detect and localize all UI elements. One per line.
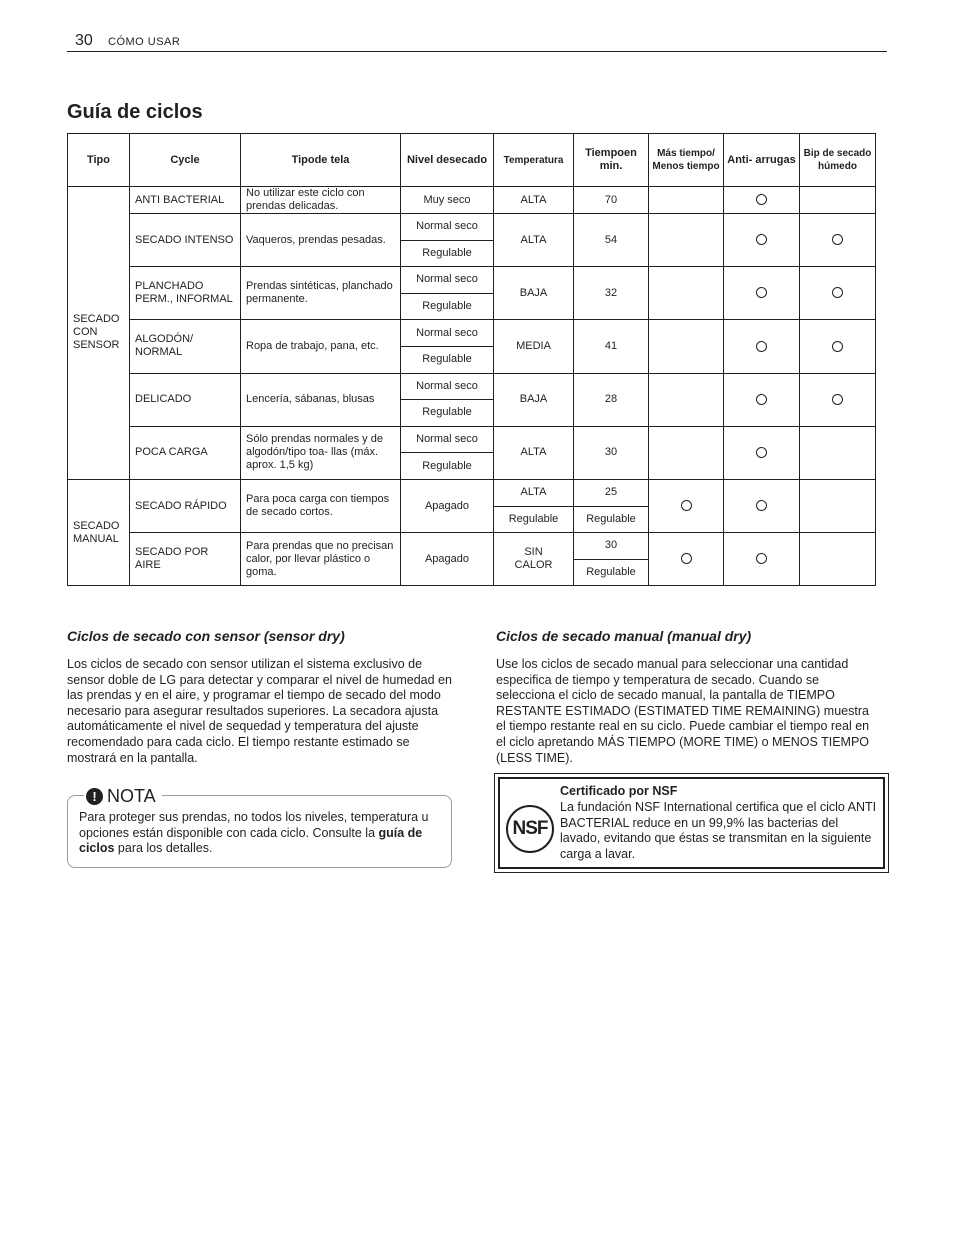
time-minutes: Regulable bbox=[574, 506, 649, 533]
more-less-time-cell bbox=[649, 320, 724, 373]
manual-dry-body: Use los ciclos de secado manual para seleccionar una cantidad especifica de tiempo y temperatura de secado. Cuando se selecciona el ciclo de secado manual, la pantalla de TIEMPO RESTANTE ESTIMADO (ESTIMATED TIME REMAINING) muestra el tiempo restante real en su ciclo. Puede cambiar el tiempo real en el ciclo apretando MÁS TIEMPO (MORE TIME) o MENOS TIEMPO (LESS TIME). bbox=[496, 657, 870, 765]
temperature: MEDIA bbox=[494, 320, 574, 373]
time-minutes: 28 bbox=[574, 373, 649, 426]
note-bold-link: guía de ciclos bbox=[79, 825, 423, 856]
header-tiempo: Tiempoen min. bbox=[574, 134, 649, 187]
cycle-name: DELICADO bbox=[130, 373, 241, 426]
damp-beep-cell bbox=[800, 373, 876, 426]
time-minutes: 30 bbox=[574, 426, 649, 479]
dry-level: Normal seco bbox=[401, 426, 494, 453]
group-manual: SECADO MANUAL bbox=[68, 479, 130, 585]
temperature: ALTA bbox=[494, 426, 574, 479]
page-number: 30 bbox=[75, 32, 93, 49]
time-minutes: 70 bbox=[574, 187, 649, 214]
anti-wrinkle-cell bbox=[724, 267, 800, 320]
more-less-time-cell bbox=[649, 479, 724, 532]
dry-level: Normal seco bbox=[401, 320, 494, 347]
table-row bbox=[68, 533, 876, 560]
header-bip: Bip de secado húmedo bbox=[800, 134, 876, 187]
circle-mark-icon bbox=[681, 500, 692, 511]
note-title: NOTA bbox=[107, 785, 156, 806]
fabric-type: Para prendas que no precisan calor, por llevar plástico o goma. bbox=[241, 533, 401, 586]
cycle-name: POCA CARGA bbox=[130, 426, 241, 479]
more-less-time-cell bbox=[649, 214, 724, 267]
header-cycle: Cycle bbox=[130, 134, 241, 187]
group-sensor: SECADO CON SENSOR bbox=[68, 187, 130, 480]
circle-mark-icon bbox=[756, 500, 767, 511]
anti-wrinkle-cell bbox=[724, 426, 800, 479]
more-less-time-cell bbox=[649, 373, 724, 426]
temperature: ALTA bbox=[494, 187, 574, 214]
dry-level: Regulable bbox=[401, 400, 494, 427]
dry-level: Regulable bbox=[401, 453, 494, 480]
dry-level: Normal seco bbox=[401, 267, 494, 294]
temperature: BAJA bbox=[494, 373, 574, 426]
nsf-logo-icon: NSF bbox=[506, 805, 554, 853]
temperature: Regulable bbox=[494, 506, 574, 533]
cycle-name: SECADO INTENSO bbox=[130, 214, 241, 267]
more-less-time-cell bbox=[649, 267, 724, 320]
header-anti-arrugas: Anti- arrugas bbox=[724, 134, 800, 187]
damp-beep-cell bbox=[800, 426, 876, 479]
time-minutes: 25 bbox=[574, 479, 649, 506]
anti-wrinkle-cell bbox=[724, 533, 800, 586]
circle-mark-icon bbox=[756, 394, 767, 405]
fabric-type: Ropa de trabajo, pana, etc. bbox=[241, 320, 401, 373]
dry-level: Normal seco bbox=[401, 214, 494, 241]
anti-wrinkle-cell bbox=[724, 320, 800, 373]
nsf-title: Certificado por NSF bbox=[560, 784, 678, 798]
cycle-name: SECADO POR AIRE bbox=[130, 533, 241, 586]
circle-mark-icon bbox=[756, 194, 767, 205]
anti-wrinkle-cell bbox=[724, 479, 800, 532]
section-name: CÓMO USAR bbox=[108, 36, 181, 48]
damp-beep-cell bbox=[800, 320, 876, 373]
nsf-certification-box bbox=[494, 773, 889, 873]
time-minutes: 32 bbox=[574, 267, 649, 320]
cycle-name: PLANCHADO PERM., INFORMAL bbox=[130, 267, 241, 320]
exclamation-icon: ! bbox=[86, 788, 103, 805]
dry-level: Apagado bbox=[401, 479, 494, 532]
header-tipo: Tipo bbox=[68, 134, 130, 187]
fabric-type: Lencería, sábanas, blusas bbox=[241, 373, 401, 426]
manual-dry-heading: Ciclos de secado manual (manual dry) bbox=[496, 628, 752, 644]
page-header bbox=[67, 30, 887, 52]
table-row bbox=[68, 426, 876, 453]
cycle-name: SECADO RÁPIDO bbox=[130, 479, 241, 532]
sensor-dry-heading: Ciclos de secado con sensor (sensor dry) bbox=[67, 628, 345, 644]
dry-level: Regulable bbox=[401, 293, 494, 320]
page-title: Guía de ciclos bbox=[67, 101, 203, 123]
table-row bbox=[68, 320, 876, 347]
fabric-type: Sólo prendas normales y de algodón/tipo toa- llas (máx. aprox. 1,5 kg) bbox=[241, 426, 401, 479]
header-tela: Tipode tela bbox=[241, 134, 401, 187]
nsf-inner-frame bbox=[498, 777, 885, 869]
cycle-name: ALGODÓN/ NORMAL bbox=[130, 320, 241, 373]
fabric-type: No utilizar este ciclo con prendas delicadas. bbox=[241, 187, 401, 214]
nsf-body: La fundación NSF International certifica que el ciclo ANTI BACTERIAL reduce en un 99,9% las bacterias del lavado, evitando que éstas se transmitan en la siguiente carga a lavar. bbox=[560, 800, 877, 861]
table-row bbox=[68, 373, 876, 400]
dry-level: Regulable bbox=[401, 346, 494, 373]
note-text: Para proteger sus prendas, no todos los niveles, temperatura u opciones están disponible con cada ciclo. Consulte la bbox=[79, 810, 429, 840]
header-temperatura: Temperatura bbox=[494, 134, 574, 187]
table-row bbox=[68, 479, 876, 506]
sensor-dry-body: Los ciclos de secado con sensor utilizan el sistema exclusivo de sensor doble de LG para detectar y comparar el nivel de humedad en las prendas y en el aire, y programar el tiempo de secado del modo necesario para asegurar resultados superiores. La secadora ajusta automáticamente el nivel de sequedad y temperatura del ajuste recomendado para cada ciclo. El tiempo restante estimado se mostrará en la pantalla. bbox=[67, 657, 452, 765]
damp-beep-cell bbox=[800, 267, 876, 320]
note-box bbox=[67, 785, 452, 868]
anti-wrinkle-cell bbox=[724, 373, 800, 426]
cycle-guide-table bbox=[67, 133, 876, 586]
table-row bbox=[68, 214, 876, 241]
more-less-time-cell bbox=[649, 533, 724, 586]
time-minutes: 54 bbox=[574, 214, 649, 267]
circle-mark-icon bbox=[756, 553, 767, 564]
damp-beep-cell bbox=[800, 479, 876, 532]
note-label bbox=[84, 785, 162, 807]
circle-mark-icon bbox=[756, 341, 767, 352]
circle-mark-icon bbox=[756, 287, 767, 298]
header-nivel: Nivel desecado bbox=[401, 134, 494, 187]
damp-beep-cell bbox=[800, 214, 876, 267]
note-text-end: para los detalles. bbox=[114, 841, 213, 856]
circle-mark-icon bbox=[832, 287, 843, 298]
circle-mark-icon bbox=[756, 234, 767, 245]
circle-mark-icon bbox=[832, 234, 843, 245]
anti-wrinkle-cell bbox=[724, 214, 800, 267]
cycle-name: ANTI BACTERIAL bbox=[130, 187, 241, 214]
temperature: ALTA bbox=[494, 479, 574, 506]
temperature: ALTA bbox=[494, 214, 574, 267]
more-less-time-cell bbox=[649, 187, 724, 214]
anti-wrinkle-cell bbox=[724, 187, 800, 214]
table-header-row bbox=[68, 134, 876, 187]
fabric-type: Para poca carga con tiempos de secado cortos. bbox=[241, 479, 401, 532]
note-body bbox=[79, 810, 445, 857]
fabric-type: Vaqueros, prendas pesadas. bbox=[241, 214, 401, 267]
table-row bbox=[68, 267, 876, 294]
circle-mark-icon bbox=[681, 553, 692, 564]
more-less-time-cell bbox=[649, 426, 724, 479]
temperature: BAJA bbox=[494, 267, 574, 320]
time-minutes: 30 bbox=[574, 533, 649, 560]
circle-mark-icon bbox=[832, 394, 843, 405]
dry-level: Muy seco bbox=[401, 187, 494, 214]
header-mas-tiempo: Más tiempo/ Menos tiempo bbox=[649, 134, 724, 187]
dry-level: Apagado bbox=[401, 533, 494, 586]
dry-level: Regulable bbox=[401, 240, 494, 267]
circle-mark-icon bbox=[832, 341, 843, 352]
fabric-type: Prendas sintéticas, planchado permanente. bbox=[241, 267, 401, 320]
time-minutes: 41 bbox=[574, 320, 649, 373]
damp-beep-cell bbox=[800, 533, 876, 586]
time-minutes: Regulable bbox=[574, 559, 649, 586]
temperature: SIN CALOR bbox=[494, 533, 574, 586]
circle-mark-icon bbox=[756, 447, 767, 458]
dry-level: Normal seco bbox=[401, 373, 494, 400]
damp-beep-cell bbox=[800, 187, 876, 214]
